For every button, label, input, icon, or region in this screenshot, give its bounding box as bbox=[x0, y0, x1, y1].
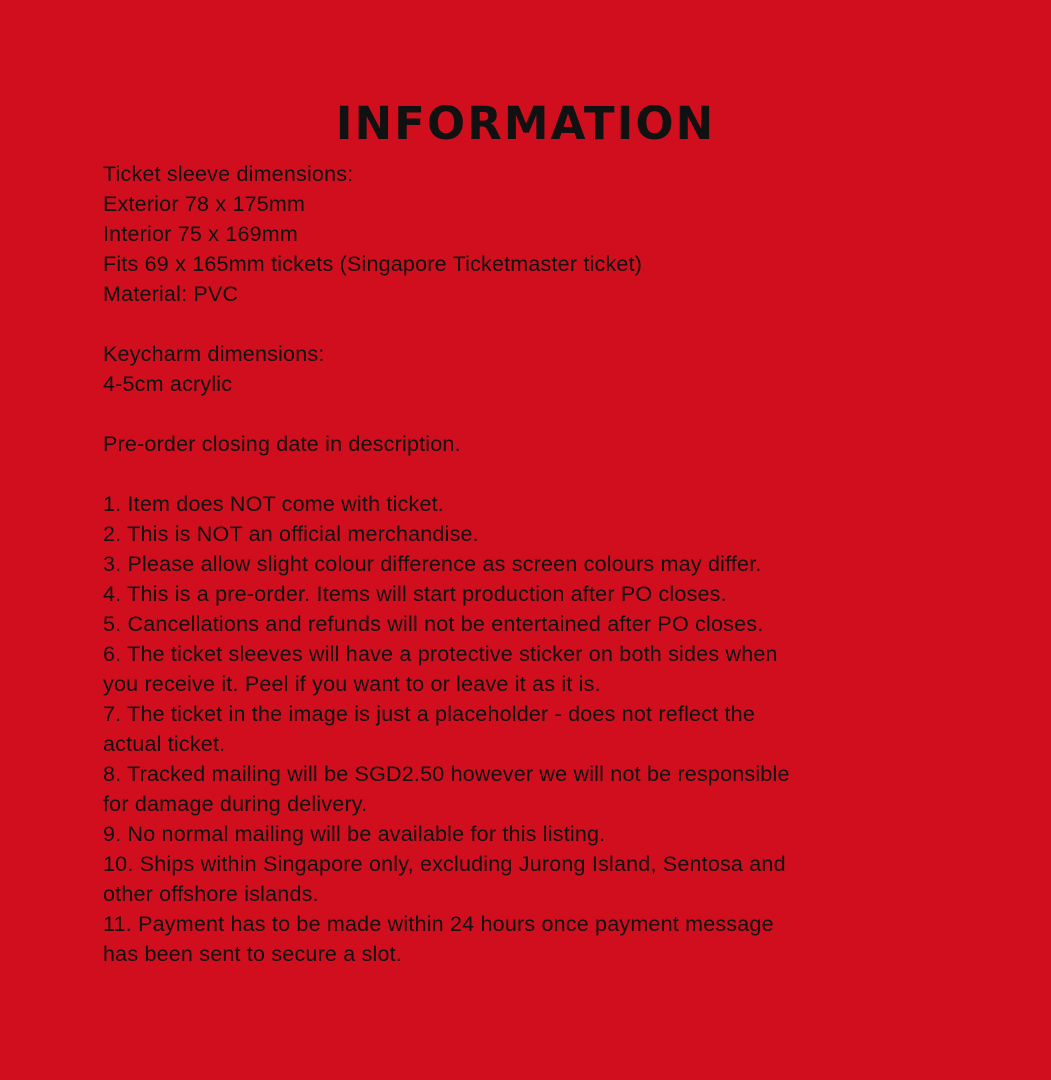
terms-line: 11. Payment has to be made within 24 hours once payment message bbox=[103, 912, 774, 936]
terms-line: 9. No normal mailing will be available for this listing. bbox=[103, 822, 606, 846]
ticket-sleeve-heading: Ticket sleeve dimensions: bbox=[103, 162, 354, 186]
ticket-sleeve-exterior: Exterior 78 x 175mm bbox=[103, 192, 306, 216]
section-spacer bbox=[103, 309, 953, 339]
terms-line: 7. The ticket in the image is just a placeholder - does not reflect the bbox=[103, 702, 755, 726]
terms-line: you receive it. Peel if you want to or leave it as it is. bbox=[103, 672, 601, 696]
ticket-sleeve-material: Material: PVC bbox=[103, 282, 239, 306]
terms-line: has been sent to secure a slot. bbox=[103, 942, 403, 966]
section-spacer bbox=[103, 459, 953, 489]
terms-line: 10. Ships within Singapore only, excluding Jurong Island, Sentosa and bbox=[103, 852, 786, 876]
ticket-sleeve-fits: Fits 69 x 165mm tickets (Singapore Ticketmaster ticket) bbox=[103, 252, 643, 276]
information-body bbox=[103, 159, 953, 969]
terms-line: 4. This is a pre-order. Items will start production after PO closes. bbox=[103, 582, 727, 606]
terms-line: 6. The ticket sleeves will have a protective sticker on both sides when bbox=[103, 642, 778, 666]
terms-line: 3. Please allow slight colour difference as screen colours may differ. bbox=[103, 552, 762, 576]
terms-line: 8. Tracked mailing will be SGD2.50 however we will not be responsible bbox=[103, 762, 790, 786]
terms-line: 1. Item does NOT come with ticket. bbox=[103, 492, 444, 516]
page-title: INFORMATION bbox=[335, 97, 716, 150]
terms-line: 2. This is NOT an official merchandise. bbox=[103, 522, 479, 546]
keycharm-size: 4-5cm acrylic bbox=[103, 372, 233, 396]
preorder-note: Pre-order closing date in description. bbox=[103, 432, 461, 456]
keycharm-heading: Keycharm dimensions: bbox=[103, 342, 325, 366]
terms-line: other offshore islands. bbox=[103, 882, 319, 906]
terms-line: for damage during delivery. bbox=[103, 792, 368, 816]
terms-line: actual ticket. bbox=[103, 732, 226, 756]
ticket-sleeve-interior: Interior 75 x 169mm bbox=[103, 222, 298, 246]
terms-line: 5. Cancellations and refunds will not be entertained after PO closes. bbox=[103, 612, 764, 636]
section-spacer bbox=[103, 399, 953, 429]
